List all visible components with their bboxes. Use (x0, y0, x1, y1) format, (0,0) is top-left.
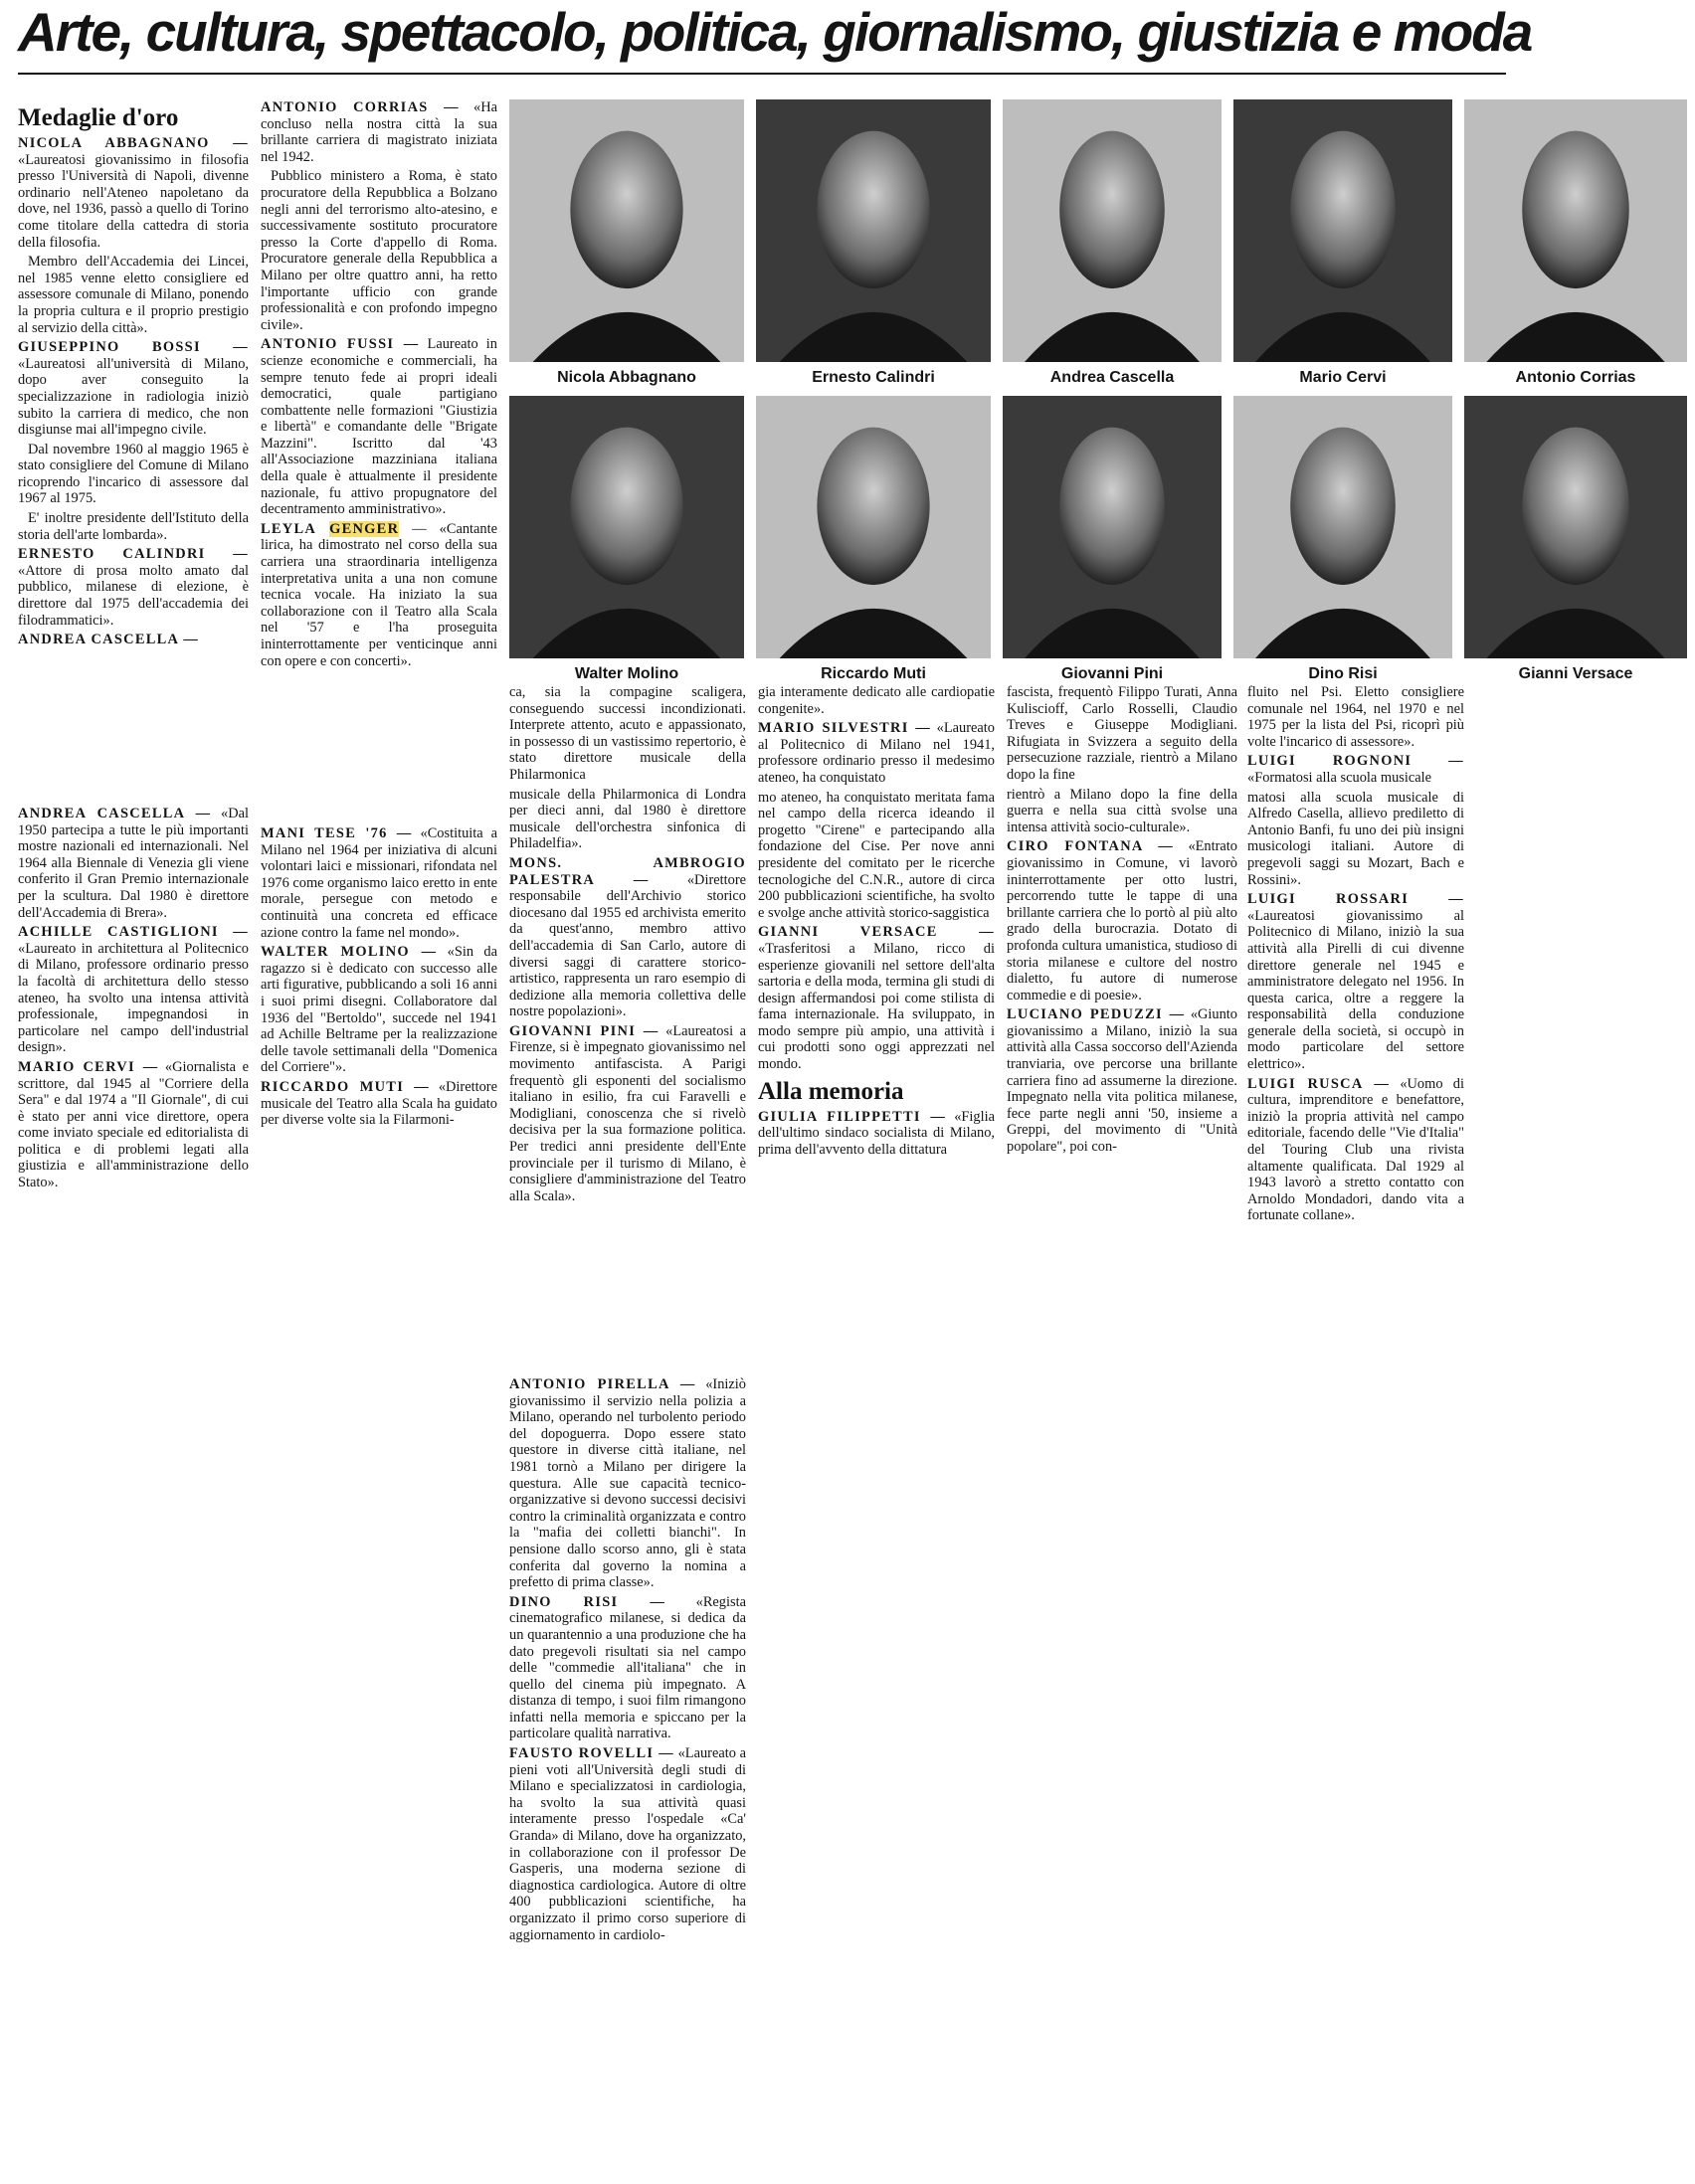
entry-name: FAUSTO ROVELLI — (509, 1745, 674, 1762)
portrait-image (509, 99, 744, 362)
portrait-photo (509, 396, 744, 684)
entry-genger: LEYLA GENGER — «Cantante lirica, ha dimostrato nel corso della sua carriera una straordinaria intelligenza interpretativa unita a una non comune tecnica vocale. Ha iniziato la sua collaborazione con il Teatro alla Scala nel '57 e l'ha proseguita ininterrottamente per venticinque anni con opere e con concerti». (261, 520, 497, 669)
entry-name: NICOLA ABBAGNANO — (18, 135, 249, 151)
entry-name: GIOVANNI PINI — (509, 1022, 659, 1039)
entry-text: musicale della Philarmonica di Londra per dieci anni, dal 1980 è direttore musicale dell'orchestra sinfonica di Philadelfia». (509, 786, 746, 852)
portrait-photo (756, 396, 991, 684)
section-title-memory: Alla memoria (758, 1077, 904, 1105)
photo-caption: Andrea Cascella (1049, 369, 1175, 386)
entry-name: MARIO SILVESTRI — (758, 720, 932, 737)
entry-palestra: MONS. AMBROGIO PALESTRA — «Direttore responsabile dell'Archivio storico diocesano dal 1955 ed archivista emerito da quest'anno, membro attivo dell'accademia di San Carlo, autore di diversi saggi di carattere storico-artistico, rappresenta un raro esempio di dedizione alla memoria collettiva delle nostre popolazioni». (509, 854, 746, 1020)
portrait-photo (1003, 396, 1222, 684)
portrait-photo (509, 99, 744, 388)
entry-fussi: ANTONIO FUSSI — Laureato in scienze economiche e commerciali, ha sempre tenuto fede ai propri ideali democratici, quale partigiano combattente nelle formazioni "Giustizia e libertà" e comandante delle "Brigate Mazzini". Iscritto dal '43 all'Associazione mazziniana italiana della quale è attualmente il presidente nazionale, fu attivo propugnatore del decentramento amministrativo». (261, 336, 497, 518)
photo-caption: Antonio Corrias (1515, 369, 1636, 386)
entry-text: mo ateneo, ha conquistato meritata fama nel campo della ricerca ideando il progetto "Cirene" e partecipando alla fondazione del Cise. Per nove anni presidente del comitato per le ricerche tecnologiche del C.N.R., autore di circa 200 pubblicazioni scientifiche, ha svolto e svolge anche attività storico-saggistica (758, 789, 995, 921)
entry-name: GIULIA FILIPPETTI — (758, 1108, 947, 1125)
column-5 (1007, 684, 1237, 1159)
entry-name: LUIGI ROSSARI — (1247, 891, 1464, 908)
entry-name: ANTONIO FUSSI — (261, 336, 420, 353)
entry-name: GIUSEPPINO BOSSI — (18, 339, 249, 356)
headline-rule (18, 73, 1506, 75)
entry-silvestri: MARIO SILVESTRI — «Laureato al Politecnico di Milano nel 1941, professore ordinario presso il medesimo ateneo, ha conquistato (758, 720, 995, 786)
entry-tese: MANI TESE '76 — «Costituita a Milano nel 1964 per iniziativa di alcuni volontari laici e missionari, rifondata nel 1976 come organismo laico eretto in ente morale, persegue con metodo e continuità una concreta ed efficace azione contro la fame nel mondo». (261, 825, 497, 941)
entry-rovelli: FAUSTO ROVELLI — «Laureato a pieni voti all'Università degli studi di Milano e specializzatosi in cardiologia, ha svolto la sua attività quasi interamente presso l'ospedale «Ca' Granda» di Milano, dove ha organizzato, in collaborazione con il professor De Gasperis, una moderna sezione di diagnostica cardiologica. Autore di oltre 400 pubblicazioni scientifiche, ha organizzato il primo corso superiore di aggiornamento in cardiolo- (509, 1745, 746, 1943)
entry-peduzzi: LUCIANO PEDUZZI — «Giunto giovanissimo a Milano, iniziò la sua attività alla Cassa soccorso dell'Azienda tranviaria, ove percorse una brillante carriera fino ad assumerne la direzione. Impegnato nella vita politica milanese, fece parte negli anni '50, insieme a Greppi, del movimento di "Unità popolare", poi con- (1007, 1006, 1237, 1156)
photo-caption: Gianni Versace (1518, 665, 1633, 682)
entry-text: fluito nel Psi. Eletto consigliere comunale nel 1964, nel 1970 e nel 1975 per la lista del Psi, ricoprì più volte l'incarico di assessore». (1247, 684, 1464, 750)
portrait-photo (1003, 99, 1222, 388)
portrait-photo (756, 99, 991, 388)
entry-cascella: ANDREA CASCELLA — «Dal 1950 partecipa a tutte le più importanti mostre nazionali ed internazionali. Nel 1964 alla Biennale di Venezia gli viene conferito il Gran Premio internazionale per la scultura. Dal 1980 è direttore dell'Accademia di Brera». (18, 806, 249, 921)
photo-caption: Walter Molino (574, 665, 679, 682)
portrait-image (756, 396, 991, 658)
entry-rognoni: LUIGI ROGNONI — «Formatosi alla scuola musicale (1247, 753, 1464, 786)
entry-text: rientrò a Milano dopo la fine della guerra e nella sua città svolse una intensa attività socio-culturale». (1007, 786, 1237, 835)
entry-name: RICCARDO MUTI — (261, 1078, 430, 1095)
photo-caption: Dino Risi (1308, 665, 1378, 682)
column-4 (758, 684, 995, 1161)
entry-name: ACHILLE CASTIGLIONI — (18, 924, 249, 941)
portrait-photo (1233, 396, 1452, 684)
entry-text: gia interamente dedicato alle cardiopatie congenite». (758, 684, 995, 717)
entry-name: CIRO FONTANA — (1007, 838, 1175, 855)
portrait-image (1464, 99, 1687, 362)
entry-name: ANTONIO PIRELLA — (509, 1376, 696, 1392)
entry-risi: DINO RISI — «Regista cinematografico milanese, si dedica da un quarantennio a una produzione che ha dato pregevoli risultati sia nel campo delle "commedie all'italiana" che in quello del cinema più impegnato. A distanza di tempo, i suoi film rimangono infatti nella memoria e spiccano per la particolare qualità narrativa. (509, 1593, 746, 1742)
entry-corrias: ANTONIO CORRIAS — «Ha concluso nella nostra città la sua brillante carriera di magistrato iniziata nel 1942. (261, 99, 497, 165)
entry-filippetti: GIULIA FILIPPETTI — «Figlia dell'ultimo sindaco socialista di Milano, prima dell'avvento della dittatura (758, 1108, 995, 1158)
entry-text: Membro dell'Accademia dei Lincei, nel 1985 venne eletto consigliere ed assessore comunale di Milano, ponendo la propria cultura e il proprio prestigio al servizio della città». (18, 254, 249, 336)
entry-fontana: CIRO FONTANA — «Entrato giovanissimo in Comune, vi lavorò ininterrottamente per otto lustri, percorrendo tutte le tappe di una brillante carriera che lo portò al più alto grado della burocrazia. Dotato di profonda cultura umanistica, studioso di storia milanese e cultore del nostro dialetto, fu autore di numerose commedie e di poesie». (1007, 838, 1237, 1003)
entry-pini: GIOVANNI PINI — «Laureatosi a Firenze, si è impegnato giovanissimo nel movimento antifascista. A Parigi frequentò gli esponenti del socialismo italiano in esilio, fra cui Faravelli e Modigliani, conoscenza che si rivelò decisiva per la sua formazione politica. Per tredici anni presidente dell'Ente provinciale per il turismo di Milano, è consigliere d'amministrazione del Teatro alla Scala». (509, 1022, 746, 1204)
portrait-image (1003, 396, 1222, 658)
photo-caption: Giovanni Pini (1060, 665, 1164, 682)
entry-name: LUCIANO PEDUZZI — (1007, 1006, 1186, 1023)
entry-name: LUIGI ROGNONI — (1247, 753, 1464, 770)
entry-castiglioni: ACHILLE CASTIGLIONI — «Laureato in architettura al Politecnico di Milano, professore ordinario presso la facoltà di architettura dello stesso ateneo, ha svolto una intensa attività professionale, impegnandosi in particolare nel campo dell'industrial design». (18, 924, 249, 1056)
portrait-image (756, 99, 991, 362)
entry-name: MONS. AMBROGIO PALESTRA — (509, 854, 746, 888)
entry-rossari: LUIGI ROSSARI — «Laureatosi giovanissimo al Politecnico di Milano, iniziò la sua attività alla Pirelli di cui divenne direttore generale nel 1945 e amministratore delegato nel 1956. In questa carica, oltre a reggere la responsabilità della conduzione generale della società, si occupò in modo particolare del settore elettrico». (1247, 891, 1464, 1073)
entry-text: fascista, frequentò Filippo Turati, Anna Kuliscioff, Carlo Rosselli, Claudio Treves e Giuseppe Modigliani. Rifugiata in Svizzera a seguito della persecuzione razziale, rientrò a Milano dopo la fine (1007, 684, 1237, 783)
photo-caption: Nicola Abbagnano (557, 369, 696, 386)
portrait-photo (1464, 99, 1687, 388)
entry-calindri: ERNESTO CALINDRI — «Attore di prosa molto amato dal pubblico, milanese di elezione, è direttore dal 1975 dell'accademia dei filodrammatici». (18, 546, 249, 629)
entry-name: LUIGI RUSCA — (1247, 1075, 1391, 1092)
column-3 (509, 684, 746, 1207)
entry-name: ANTONIO CORRIAS — (261, 99, 460, 115)
highlighted-word: GENGER (329, 520, 400, 537)
portrait-image (509, 396, 744, 658)
portrait-photo (1464, 396, 1687, 684)
entry-text: Pubblico ministero a Roma, è stato procuratore della Repubblica a Bolzano negli anni del terrorismo alto-atesino, e successivamente sostituto procuratore presso la Corte d'appello di Roma. Procuratore generale della Repubblica a Milano per oltre quattro anni, ha retto l'importante ufficio con grande professionalità e con profondo impegno civile». (261, 168, 497, 333)
entry-name: MARIO CERVI — (18, 1058, 159, 1075)
entry-name: MANI TESE '76 — (261, 825, 413, 841)
entry-rusca: LUIGI RUSCA — «Uomo di cultura, imprenditore e benefattore, iniziò la propria attività nel campo editoriale, facendo delle "Vie d'Italia" del Touring Club una rivista altamente qualificata. Dal 1929 al 1943 lavorò a stretto contatto con Arnoldo Mondadori, dando vita a fortunate collane». (1247, 1075, 1464, 1224)
entry-name: GIANNI VERSACE — (758, 924, 995, 941)
entry-name: ERNESTO CALINDRI — (18, 546, 249, 563)
entry-muti: RICCARDO MUTI — «Direttore musicale del Teatro alla Scala ha guidato per diverse volte sia la Filarmoni- (261, 1078, 497, 1129)
column-1 (18, 99, 249, 651)
column-2 (261, 99, 497, 672)
section-title-gold-medals: Medaglie d'oro (18, 104, 179, 131)
column-2b (261, 825, 497, 1132)
entry-text: matosi alla scuola musicale di Alfredo Casella, allievo prediletto di Antonio Banfi, fu uno dei più insigni musicologi italiani. Autore di pregevoli saggi su Mozart, Bach e Rossini». (1247, 789, 1464, 888)
headline: Arte, cultura, spettacolo, politica, giornalismo, giustizia e moda (18, 1, 1532, 63)
portrait-image (1464, 396, 1687, 658)
entry-versace: GIANNI VERSACE — «Trasferitosi a Milano, ricco di esperienze giovanili nel settore dell'alta sartoria e della moda, termina gli studi di design affermandosi poi come stilista di fama internazionale. Ha sviluppato, in modo sempre più ampio, una attività i cui prodotti sono oggi apprezzati nel mondo. (758, 924, 995, 1073)
entry-cervi: MARIO CERVI — «Giornalista e scrittore, dal 1945 al "Corriere della Sera" e dal 1974 a "Il Giornale", di cui è stato per anni vice direttore, opera come inviato speciale ed editorialista di politica e di problemi legati alla giustizia e all'amministrazione dello Stato». (18, 1058, 249, 1191)
photo-caption: Ernesto Calindri (812, 369, 935, 386)
entry-name: ANDREA CASCELLA — (18, 806, 212, 821)
column-3b (509, 1376, 746, 1946)
entry-text: ca, sia la compagine scaligera, conseguendo successi incondizionati. Interprete attento, acuto e appassionato, in possesso di un vastissimo repertorio, è stato direttore musicale della Philarmonica (509, 684, 746, 783)
column-1b (18, 806, 249, 1194)
column-6 (1247, 684, 1464, 1227)
portrait-image (1233, 396, 1452, 658)
photo-caption: Riccardo Muti (821, 665, 926, 682)
entry-name: WALTER MOLINO — (261, 944, 438, 961)
portrait-image (1233, 99, 1452, 362)
entry-text: Dal novembre 1960 al maggio 1965 è stato consigliere del Comune di Milano ricoprendo l'incarico di assessore dal 1967 al 1975. (18, 441, 249, 507)
entry-text: E' inoltre presidente dell'Istituto della storia dell'arte lombarda». (18, 510, 249, 543)
entry-abbagnano: NICOLA ABBAGNANO — «Laureatosi giovanissimo in filosofia presso l'Università di Napoli, divenne ordinario nell'Ateneo napoletano da dove, nel 1936, passò a quello di Torino come titolare della cattedra di storia della filosofia. (18, 135, 249, 251)
entry-pirella: ANTONIO PIRELLA — «Iniziò giovanissimo il servizio nella polizia a Milano, operando nel turbolento periodo del dopoguerra. Dopo essere stato questore in diverse città italiane, nel 1981 tornò a Milano per dirigere la questura. Alle sue capacità tecnico-organizzative si devono successi decisivi contro la criminalità organizzata e contro la "mafia dei colletti bianchi". In pensione dallo scorso anno, gli è stata conferita dal governo la nomina a prefetto di prima classe». (509, 1376, 746, 1591)
portrait-photo (1233, 99, 1452, 388)
portrait-image (1003, 99, 1222, 362)
entry-molino: WALTER MOLINO — «Sin da ragazzo si è dedicato con successo alle arti figurative, pubblicando a soli 16 anni i suoi primi disegni. Collaboratore dal 1936 del "Bertoldo", succede nel 1941 ad Achille Beltrame per la realizzazione delle tavole settimanali della "Domenica del Corriere"». (261, 944, 497, 1076)
entry-bossi: GIUSEPPINO BOSSI — «Laureatosi all'università di Milano, dopo aver conseguito la specializzazione in radiologia iniziò subito la carriera di medico, che non disgiunse mai all'impegno civile. (18, 339, 249, 439)
entry-cut: ANDREA CASCELLA — (18, 632, 200, 648)
entry-name: DINO RISI — (509, 1593, 666, 1610)
photo-caption: Mario Cervi (1299, 369, 1387, 386)
